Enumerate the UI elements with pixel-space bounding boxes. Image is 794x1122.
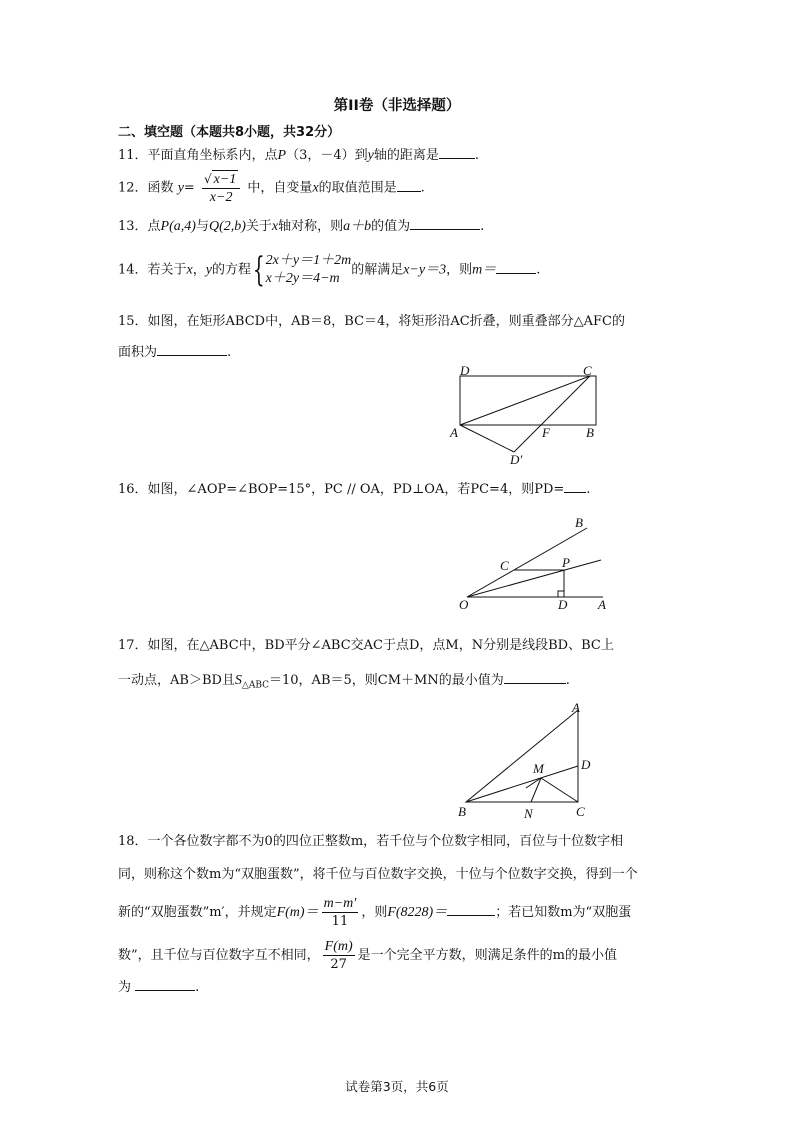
answer-blank-13[interactable] (410, 217, 480, 230)
label-a: A (572, 700, 580, 715)
ray-op (467, 560, 601, 597)
question-18-line2: 同，则称这个数m为“双胞蛋数”，将千位与百位数字交换，十位与个位数字交换，得到一个 (118, 867, 638, 882)
answer-blank-12[interactable] (397, 179, 421, 192)
question-17: 17．如图，在△ABC中，BD平分∠ABC交AC于点D，点M，N分别是线段BD、BC上 (118, 638, 614, 653)
diagonal-ac (460, 376, 590, 425)
equation-system: 2x＋y＝1＋2m x＋2y＝4−m (265, 253, 352, 286)
folded-edge-ad (460, 425, 514, 452)
question-14: 14．若关于x，y的方程{ 2x＋y＝1＋2m x＋2y＝4−m 的解满足x−y＝3，则m＝ . (118, 250, 541, 290)
label-o: O (459, 597, 469, 612)
label-f: F (542, 425, 550, 440)
label-b: B (575, 515, 583, 530)
label-n: N (524, 806, 533, 821)
answer-blank-11[interactable] (439, 146, 475, 159)
segment-cm (541, 778, 578, 802)
segment-bd (466, 766, 578, 802)
figure-17-triangle (452, 698, 602, 822)
answer-blank-14[interactable] (496, 261, 536, 274)
answer-blank-18b[interactable] (135, 978, 195, 991)
figure-15-rectangle-fold (440, 364, 620, 468)
question-18: 18．一个各位数字都不为0的四位正整数m，若千位与个位数字相同，百位与十位数字相 (118, 834, 624, 849)
figure-16-angles (455, 512, 615, 614)
answer-blank-17[interactable] (504, 671, 566, 684)
label-c: C (500, 558, 509, 573)
question-12: 12．函数 y= $\frac{√ x-1}{x-2}$ 中，自变量x的取值范围是 . (118, 172, 425, 205)
question-11: 11．平面直角坐标系内，点P（3，－4）到y轴的距离是 . (118, 148, 480, 163)
label-b: B (586, 425, 594, 440)
question-17-line2: 一动点，AB＞BD且$S_{\triangle ABC}=10$，AB＝5，则CM＋MN的最小值为 . (118, 673, 570, 691)
label-d: D (581, 757, 591, 772)
label-a: A (598, 597, 606, 612)
label-p: P (562, 555, 570, 570)
brace-symbol: { (252, 250, 265, 290)
label-d-prime: D′ (510, 452, 523, 467)
fraction-12: $\frac{√ x-1}{x-2}$ (202, 170, 240, 206)
label-c: C (576, 804, 585, 819)
label-b: B (458, 804, 466, 819)
folded-edge-cd (514, 376, 590, 452)
page-title: 第II卷（非选择题） (333, 98, 461, 114)
label-d: D (460, 364, 470, 378)
question-15: 15．如图，在矩形ABCD中，AB＝8，BC＝4，将矩形沿AC折叠，则重叠部分△AFC的 (118, 314, 626, 329)
question-15-line2: 面积为 . (118, 345, 232, 360)
answer-blank-15[interactable] (157, 343, 227, 356)
section-heading: 二、填空题（本题共8小题，共32分） (118, 125, 341, 140)
answer-blank-18a[interactable] (447, 903, 495, 916)
triangle-abc (466, 710, 578, 802)
label-a: A (450, 425, 458, 440)
question-18-line4: 数”，且千位与百位数字互不相同， $\frac{F(m)}{27}$ 是一个完全平方数，则满足条件的m的最小值 (118, 939, 617, 972)
question-13: 13．点P(a,4)与Q(2,b)关于x轴对称，则a＋b的值为 . (118, 219, 485, 234)
question-16: 16．如图，∠AOP=∠BOP=15°，PC // OA，PD⊥OA，若PC=4，则PD= . (118, 482, 591, 497)
label-m: M (533, 761, 544, 776)
question-18-line3: 新的“双胞蛋数”m′，并规定F(m)＝ $\frac{m-m'}{11}$ ，则F(8228)＝ ；若已知数m为“双胞蛋 (118, 896, 632, 929)
page-footer: 试卷第3页，共6页 (345, 1079, 449, 1094)
question-18-line5: 为 . (118, 980, 200, 995)
label-d: D (558, 597, 568, 612)
answer-blank-16[interactable] (564, 480, 586, 493)
label-c: C (583, 364, 592, 378)
